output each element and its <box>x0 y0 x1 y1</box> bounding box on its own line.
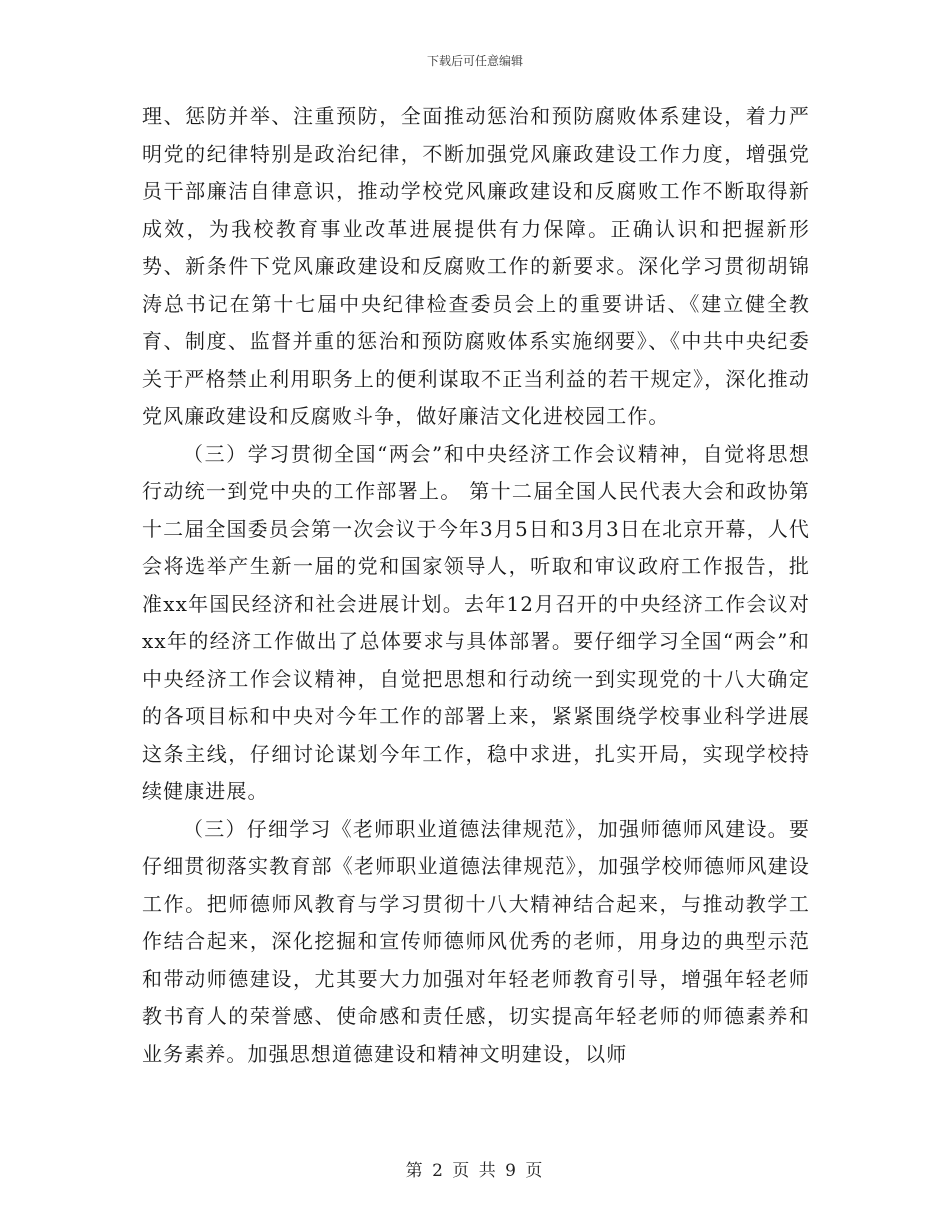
page-header: 下载后可任意编辑 <box>426 54 523 68</box>
paragraph-2: （三）学习贯彻全国“两会”和中央经济工作会议精神，自觉将思想行动统一到党中央的工作部署上。 第十二届全国人民代表大会和政协第十二届全国委员会第一次会议于今年3月5日和3月3日在北京开幕，人代会将选举产生新一届的党和国家领导人，听取和审议政府工作报告，批准xx年国民经济和社会进展计划。去年12月召开的中央经济工作会议对xx年的经济工作做出了总体要求与具体部署。要仔细学习全国“两会”和中央经济工作会议精神，自觉把思想和行动统一到实现党的十八大确定的各项目标和中央对今年工作的部署上来，紧紧围绕学校事业科学进展这条主线，仔细讨论谋划今年工作，稳中求进，扎实开局，实现学校持续健康进展。 <box>142 441 810 803</box>
paragraph-3: （三）仔细学习《老师职业道德法律规范》，加强师德师风建设。要仔细贯彻落实教育部《老师职业道德法律规范》，加强学校师德师风建设工作。把师德师风教育与学习贯彻十八大精神结合起来，与推动教学工作结合起来，深化挖掘和宣传师德师风优秀的老师，用身边的典型示范和带动师德建设，尤其要大力加强对年轻老师教育引导，增强年轻老师教书育人的荣誉感、使命感和责任感，切实提高年轻老师的师德素养和业务素养。加强思想道德建设和精神文明建设，以师 <box>142 816 810 1066</box>
page-footer: 第 2 页 共 9 页 <box>405 1161 545 1181</box>
document-body <box>142 98 810 1073</box>
paragraph-1: 理、惩防并举、注重预防，全面推动惩治和预防腐败体系建设，着力严明党的纪律特别是政治纪律，不断加强党风廉政建设工作力度，增强党员干部廉洁自律意识，推动学校党风廉政建设和反腐败工作不断取得新成效，为我校教育事业改革进展提供有力保障。正确认识和把握新形势、新条件下党风廉政建设和反腐败工作的新要求。深化学习贯彻胡锦涛总书记在第十七届中央纪律检查委员会上的重要讲话、《建立健全教育、制度、监督并重的惩治和预防腐败体系实施纲要》、《中共中央纪委关于严格禁止利用职务上的便利谋取不正当利益的若干规定》，深化推动党风廉政建设和反腐败斗争，做好廉洁文化进校园工作。 <box>142 104 810 428</box>
